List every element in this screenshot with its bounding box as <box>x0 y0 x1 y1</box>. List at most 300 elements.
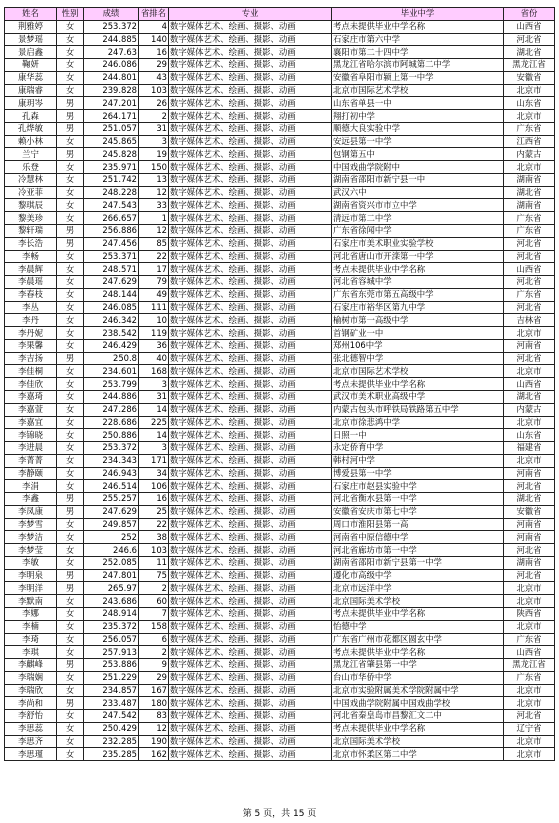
cell-name: 乐登 <box>5 161 57 174</box>
cell-sex: 女 <box>57 531 84 544</box>
cell-score: 253.372 <box>84 442 139 455</box>
table-row <box>5 20 555 33</box>
cell-province: 北京市 <box>504 697 555 710</box>
table-row <box>5 365 555 378</box>
cell-score: 255.257 <box>84 493 139 506</box>
table-row <box>5 59 555 72</box>
cell-score: 248.228 <box>84 186 139 199</box>
cell-province: 湖北省 <box>504 46 555 59</box>
cell-sex: 女 <box>57 212 84 225</box>
cell-score: 247.201 <box>84 97 139 110</box>
table-row <box>5 173 555 186</box>
cell-school: 黑龙江省肇县第一中学 <box>332 659 504 672</box>
cell-province: 河南省 <box>504 518 555 531</box>
cell-rank: 34 <box>139 467 169 480</box>
cell-school: 石家庄市赵县实验中学 <box>332 480 504 493</box>
cell-school: 考点未提供毕业中学名称 <box>332 263 504 276</box>
cell-major: 数字媒体艺术、绘画、摄影、动画 <box>169 735 332 748</box>
table-row <box>5 544 555 557</box>
cell-province: 福建省 <box>504 442 555 455</box>
cell-major: 数字媒体艺术、绘画、摄影、动画 <box>169 544 332 557</box>
cell-rank: 103 <box>139 544 169 557</box>
cell-rank: 158 <box>139 620 169 633</box>
cell-school: 怡德中学 <box>332 620 504 633</box>
cell-score: 253.372 <box>84 20 139 33</box>
cell-sex: 女 <box>57 390 84 403</box>
cell-province: 山东省 <box>504 97 555 110</box>
cell-major: 数字媒体艺术、绘画、摄影、动画 <box>169 697 332 710</box>
cell-province: 北京市 <box>504 161 555 174</box>
table-row <box>5 569 555 582</box>
cell-name: 李梦雪 <box>5 518 57 531</box>
cell-score: 247.456 <box>84 237 139 250</box>
table-row <box>5 607 555 620</box>
table-row <box>5 467 555 480</box>
cell-sex: 女 <box>57 620 84 633</box>
header-sex: 性别 <box>57 8 84 21</box>
cell-school: 考点未提供毕业中学名称 <box>332 378 504 391</box>
table-row <box>5 110 555 123</box>
table-row <box>5 84 555 97</box>
cell-major: 数字媒体艺术、绘画、摄影、动画 <box>169 288 332 301</box>
cell-name: 赖小林 <box>5 135 57 148</box>
cell-rank: 75 <box>139 569 169 582</box>
cell-sex: 男 <box>57 493 84 506</box>
cell-province: 安徽省 <box>504 505 555 518</box>
cell-major: 数字媒体艺术、绘画、摄影、动画 <box>169 199 332 212</box>
cell-name: 李舒怡 <box>5 710 57 723</box>
table-row <box>5 250 555 263</box>
cell-province: 北京市 <box>504 416 555 429</box>
cell-school: 张北德智中学 <box>332 352 504 365</box>
table-row <box>5 327 555 340</box>
cell-province: 安徽省 <box>504 71 555 84</box>
cell-province: 河北省 <box>504 237 555 250</box>
cell-name: 李梦莹 <box>5 544 57 557</box>
table-row <box>5 378 555 391</box>
cell-major: 数字媒体艺术、绘画、摄影、动画 <box>169 237 332 250</box>
cell-score: 235.372 <box>84 620 139 633</box>
cell-name: 冷亚菲 <box>5 186 57 199</box>
cell-province: 辽宁省 <box>504 722 555 735</box>
cell-score: 253.886 <box>84 659 139 672</box>
cell-rank: 43 <box>139 71 169 84</box>
cell-major: 数字媒体艺术、绘画、摄影、动画 <box>169 250 332 263</box>
cell-major: 数字媒体艺术、绘画、摄影、动画 <box>169 607 332 620</box>
cell-rank: 33 <box>139 199 169 212</box>
cell-major: 数字媒体艺术、绘画、摄影、动画 <box>169 276 332 289</box>
cell-sex: 女 <box>57 20 84 33</box>
cell-name: 李明洋 <box>5 582 57 595</box>
table-row <box>5 71 555 84</box>
cell-sex: 女 <box>57 480 84 493</box>
cell-score: 247.542 <box>84 710 139 723</box>
cell-name: 李晨瑶 <box>5 276 57 289</box>
cell-sex: 男 <box>57 569 84 582</box>
cell-province: 广东省 <box>504 225 555 238</box>
cell-sex: 女 <box>57 735 84 748</box>
cell-major: 数字媒体艺术、绘画、摄影、动画 <box>169 71 332 84</box>
cell-name: 李敏 <box>5 556 57 569</box>
cell-rank: 16 <box>139 46 169 59</box>
cell-major: 数字媒体艺术、绘画、摄影、动画 <box>169 646 332 659</box>
cell-school: 广东省徐闻中学 <box>332 225 504 238</box>
cell-rank: 79 <box>139 276 169 289</box>
cell-score: 257.913 <box>84 646 139 659</box>
cell-sex: 女 <box>57 722 84 735</box>
cell-province: 河北省 <box>504 250 555 263</box>
cell-score: 244.801 <box>84 71 139 84</box>
cell-score: 247.286 <box>84 403 139 416</box>
cell-sex: 女 <box>57 46 84 59</box>
cell-rank: 167 <box>139 684 169 697</box>
cell-major: 数字媒体艺术、绘画、摄影、动画 <box>169 20 332 33</box>
cell-name: 冷慧林 <box>5 173 57 186</box>
table-row <box>5 225 555 238</box>
cell-score: 235.285 <box>84 748 139 761</box>
cell-school: 北京市远洋中学 <box>332 582 504 595</box>
cell-name: 李思蕊 <box>5 722 57 735</box>
cell-province: 河北省 <box>504 569 555 582</box>
cell-school: 北京国际美术学校 <box>332 595 504 608</box>
cell-rank: 190 <box>139 735 169 748</box>
table-row <box>5 671 555 684</box>
cell-score: 251.229 <box>84 671 139 684</box>
cell-name: 李丹妮 <box>5 327 57 340</box>
cell-province: 河南省 <box>504 531 555 544</box>
cell-school: 遵化市高级中学 <box>332 569 504 582</box>
cell-name: 李晨辉 <box>5 263 57 276</box>
cell-major: 数字媒体艺术、绘画、摄影、动画 <box>169 46 332 59</box>
cell-rank: 31 <box>139 122 169 135</box>
cell-school: 台山市华侨中学 <box>332 671 504 684</box>
table-row <box>5 314 555 327</box>
cell-province: 河南省 <box>504 467 555 480</box>
cell-name: 李春枝 <box>5 288 57 301</box>
cell-school: 广东省广州市花都区圆玄中学 <box>332 633 504 646</box>
cell-rank: 7 <box>139 607 169 620</box>
cell-score: 266.657 <box>84 212 139 225</box>
cell-province: 河北省 <box>504 544 555 557</box>
cell-sex: 女 <box>57 33 84 46</box>
cell-province: 湖南省 <box>504 556 555 569</box>
cell-rank: 119 <box>139 327 169 340</box>
cell-name: 李琦 <box>5 633 57 646</box>
cell-rank: 29 <box>139 671 169 684</box>
cell-major: 数字媒体艺术、绘画、摄影、动画 <box>169 710 332 723</box>
cell-score: 243.686 <box>84 595 139 608</box>
cell-score: 248.144 <box>84 288 139 301</box>
cell-name: 李涓 <box>5 480 57 493</box>
cell-sex: 女 <box>57 288 84 301</box>
cell-sex: 男 <box>57 110 84 123</box>
cell-school: 湖南省资兴市市立中学 <box>332 199 504 212</box>
cell-sex: 女 <box>57 263 84 276</box>
cell-name: 李进晨 <box>5 442 57 455</box>
cell-score: 247.543 <box>84 199 139 212</box>
cell-sex: 女 <box>57 544 84 557</box>
cell-rank: 3 <box>139 135 169 148</box>
cell-name: 鞠妍 <box>5 59 57 72</box>
cell-province: 山西省 <box>504 263 555 276</box>
cell-name: 李畅 <box>5 250 57 263</box>
cell-rank: 180 <box>139 697 169 710</box>
cell-rank: 29 <box>139 59 169 72</box>
table-row <box>5 505 555 518</box>
cell-sex: 女 <box>57 339 84 352</box>
cell-school: 北京市国际艺术学校 <box>332 84 504 97</box>
cell-school: 武汉六中 <box>332 186 504 199</box>
table-row <box>5 186 555 199</box>
cell-name: 李思瑾 <box>5 748 57 761</box>
cell-province: 内蒙古 <box>504 148 555 161</box>
cell-major: 数字媒体艺术、绘画、摄影、动画 <box>169 365 332 378</box>
cell-major: 数字媒体艺术、绘画、摄影、动画 <box>169 33 332 46</box>
cell-name: 李鑫 <box>5 493 57 506</box>
cell-major: 数字媒体艺术、绘画、摄影、动画 <box>169 378 332 391</box>
cell-name: 李瑞娴 <box>5 671 57 684</box>
cell-province: 北京市 <box>504 620 555 633</box>
cell-major: 数字媒体艺术、绘画、摄影、动画 <box>169 454 332 467</box>
cell-rank: 1 <box>139 212 169 225</box>
table-header-row <box>5 8 555 21</box>
cell-major: 数字媒体艺术、绘画、摄影、动画 <box>169 493 332 506</box>
table-row <box>5 531 555 544</box>
cell-rank: 4 <box>139 20 169 33</box>
header-major: 专业 <box>169 8 332 21</box>
cell-sex: 男 <box>57 659 84 672</box>
cell-school: 翔打初中学 <box>332 110 504 123</box>
cell-rank: 6 <box>139 633 169 646</box>
cell-sex: 女 <box>57 327 84 340</box>
header-score: 成绩 <box>84 8 139 21</box>
cell-province: 河北省 <box>504 710 555 723</box>
table-row <box>5 352 555 365</box>
cell-sex: 女 <box>57 684 84 697</box>
cell-name: 李明泉 <box>5 569 57 582</box>
cell-sex: 女 <box>57 416 84 429</box>
cell-province: 湖北省 <box>504 390 555 403</box>
cell-score: 239.828 <box>84 84 139 97</box>
cell-school: 河南省中原信德中学 <box>332 531 504 544</box>
cell-rank: 10 <box>139 314 169 327</box>
cell-name: 景启鑫 <box>5 46 57 59</box>
cell-major: 数字媒体艺术、绘画、摄影、动画 <box>169 480 332 493</box>
cell-name: 李锦晓 <box>5 429 57 442</box>
cell-province: 河北省 <box>504 480 555 493</box>
cell-score: 253.799 <box>84 378 139 391</box>
cell-sex: 女 <box>57 199 84 212</box>
cell-province: 北京市 <box>504 110 555 123</box>
table-row <box>5 46 555 59</box>
header-province: 省份 <box>504 8 555 21</box>
cell-major: 数字媒体艺术、绘画、摄影、动画 <box>169 186 332 199</box>
cell-school: 石家庄市美术职业实验学校 <box>332 237 504 250</box>
cell-name: 李嘉萱 <box>5 403 57 416</box>
cell-province: 湖北省 <box>504 493 555 506</box>
cell-school: 湖南省邵阳市新宁县一中 <box>332 173 504 186</box>
table-row <box>5 493 555 506</box>
cell-sex: 男 <box>57 697 84 710</box>
cell-rank: 16 <box>139 493 169 506</box>
cell-name: 李凤康 <box>5 505 57 518</box>
cell-name: 黎美珍 <box>5 212 57 225</box>
cell-major: 数字媒体艺术、绘画、摄影、动画 <box>169 161 332 174</box>
cell-major: 数字媒体艺术、绘画、摄影、动画 <box>169 429 332 442</box>
table-row <box>5 748 555 761</box>
cell-sex: 女 <box>57 454 84 467</box>
cell-name: 李佳桐 <box>5 365 57 378</box>
cell-province: 河北省 <box>504 301 555 314</box>
cell-province: 陕西省 <box>504 607 555 620</box>
cell-score: 234.601 <box>84 365 139 378</box>
cell-score: 248.914 <box>84 607 139 620</box>
table-row <box>5 161 555 174</box>
cell-sex: 女 <box>57 378 84 391</box>
cell-province: 河南省 <box>504 339 555 352</box>
cell-sex: 女 <box>57 710 84 723</box>
cell-rank: 103 <box>139 84 169 97</box>
cell-name: 李长浩 <box>5 237 57 250</box>
cell-rank: 150 <box>139 161 169 174</box>
cell-sex: 女 <box>57 276 84 289</box>
cell-major: 数字媒体艺术、绘画、摄影、动画 <box>169 531 332 544</box>
table-body <box>5 20 555 760</box>
table-row <box>5 735 555 748</box>
cell-province: 山西省 <box>504 378 555 391</box>
cell-major: 数字媒体艺术、绘画、摄影、动画 <box>169 212 332 225</box>
table-row <box>5 646 555 659</box>
cell-name: 李梦洁 <box>5 531 57 544</box>
cell-rank: 9 <box>139 659 169 672</box>
cell-school: 石家庄市第六中学 <box>332 33 504 46</box>
cell-score: 264.171 <box>84 110 139 123</box>
cell-name: 兰宁 <box>5 148 57 161</box>
cell-school: 山东省单县一中 <box>332 97 504 110</box>
header-school: 毕业中学 <box>332 8 504 21</box>
cell-name: 李菁菁 <box>5 454 57 467</box>
cell-score: 250.429 <box>84 722 139 735</box>
cell-rank: 85 <box>139 237 169 250</box>
cell-rank: 140 <box>139 33 169 46</box>
table-row <box>5 237 555 250</box>
table-row <box>5 518 555 531</box>
cell-sex: 女 <box>57 607 84 620</box>
cell-sex: 女 <box>57 467 84 480</box>
cell-sex: 女 <box>57 556 84 569</box>
cell-rank: 171 <box>139 454 169 467</box>
cell-name: 李嘉宜 <box>5 416 57 429</box>
cell-major: 数字媒体艺术、绘画、摄影、动画 <box>169 684 332 697</box>
cell-score: 265.97 <box>84 582 139 595</box>
cell-sex: 女 <box>57 173 84 186</box>
table-row <box>5 276 555 289</box>
table-row <box>5 697 555 710</box>
cell-sex: 女 <box>57 518 84 531</box>
cell-score: 246.514 <box>84 480 139 493</box>
cell-rank: 17 <box>139 263 169 276</box>
cell-major: 数字媒体艺术、绘画、摄影、动画 <box>169 595 332 608</box>
cell-sex: 男 <box>57 122 84 135</box>
cell-name: 黎琪辰 <box>5 199 57 212</box>
cell-name: 孔烨敏 <box>5 122 57 135</box>
cell-name: 李思齐 <box>5 735 57 748</box>
cell-rank: 49 <box>139 288 169 301</box>
cell-province: 北京市 <box>504 735 555 748</box>
cell-rank: 3 <box>139 442 169 455</box>
cell-school: 河北省容城中学 <box>332 276 504 289</box>
cell-school: 考点未提供毕业中学名称 <box>332 646 504 659</box>
cell-province: 北京市 <box>504 748 555 761</box>
cell-rank: 2 <box>139 582 169 595</box>
cell-name: 李麒峰 <box>5 659 57 672</box>
cell-sex: 男 <box>57 148 84 161</box>
cell-rank: 22 <box>139 250 169 263</box>
cell-name: 荆雅婷 <box>5 20 57 33</box>
cell-major: 数字媒体艺术、绘画、摄影、动画 <box>169 225 332 238</box>
cell-score: 249.857 <box>84 518 139 531</box>
cell-score: 246.6 <box>84 544 139 557</box>
cell-province: 山西省 <box>504 20 555 33</box>
cell-school: 北京国际美术学校 <box>332 735 504 748</box>
cell-name: 李娜 <box>5 607 57 620</box>
cell-province: 北京市 <box>504 582 555 595</box>
cell-name: 李琪 <box>5 646 57 659</box>
table-row <box>5 339 555 352</box>
cell-rank: 19 <box>139 148 169 161</box>
page-footer: 第 5 页，共 15 页 <box>242 809 317 819</box>
cell-major: 数字媒体艺术、绘画、摄影、动画 <box>169 301 332 314</box>
cell-score: 233.487 <box>84 697 139 710</box>
cell-school: 郑州106中学 <box>332 339 504 352</box>
table-row <box>5 722 555 735</box>
table-row <box>5 135 555 148</box>
cell-province: 黑龙江省 <box>504 59 555 72</box>
cell-name: 李默南 <box>5 595 57 608</box>
cell-major: 数字媒体艺术、绘画、摄影、动画 <box>169 148 332 161</box>
cell-school: 安徽省安庆市第七中学 <box>332 505 504 518</box>
table-row <box>5 301 555 314</box>
cell-score: 244.885 <box>84 33 139 46</box>
cell-score: 252 <box>84 531 139 544</box>
cell-score: 247.801 <box>84 569 139 582</box>
cell-school: 武汉市美术职业高级中学 <box>332 390 504 403</box>
cell-sex: 男 <box>57 352 84 365</box>
cell-rank: 38 <box>139 531 169 544</box>
cell-major: 数字媒体艺术、绘画、摄影、动画 <box>169 582 332 595</box>
cell-rank: 14 <box>139 403 169 416</box>
cell-score: 250.886 <box>84 429 139 442</box>
cell-sex: 女 <box>57 186 84 199</box>
cell-score: 244.886 <box>84 390 139 403</box>
cell-rank: 168 <box>139 365 169 378</box>
cell-major: 数字媒体艺术、绘画、摄影、动画 <box>169 556 332 569</box>
cell-school: 河北省廊坊市第一中学 <box>332 544 504 557</box>
cell-sex: 男 <box>57 582 84 595</box>
cell-school: 中国戏曲学院附中 <box>332 161 504 174</box>
cell-school: 清远市第二中学 <box>332 212 504 225</box>
cell-school: 包钢第五中 <box>332 148 504 161</box>
cell-sex: 女 <box>57 633 84 646</box>
cell-school: 黑龙江省哈尔滨市阿城第二中学 <box>332 59 504 72</box>
cell-rank: 25 <box>139 505 169 518</box>
cell-major: 数字媒体艺术、绘画、摄影、动画 <box>169 467 332 480</box>
table-row <box>5 212 555 225</box>
cell-sex: 女 <box>57 135 84 148</box>
cell-name: 李丛 <box>5 301 57 314</box>
cell-rank: 2 <box>139 110 169 123</box>
cell-province: 河北省 <box>504 276 555 289</box>
